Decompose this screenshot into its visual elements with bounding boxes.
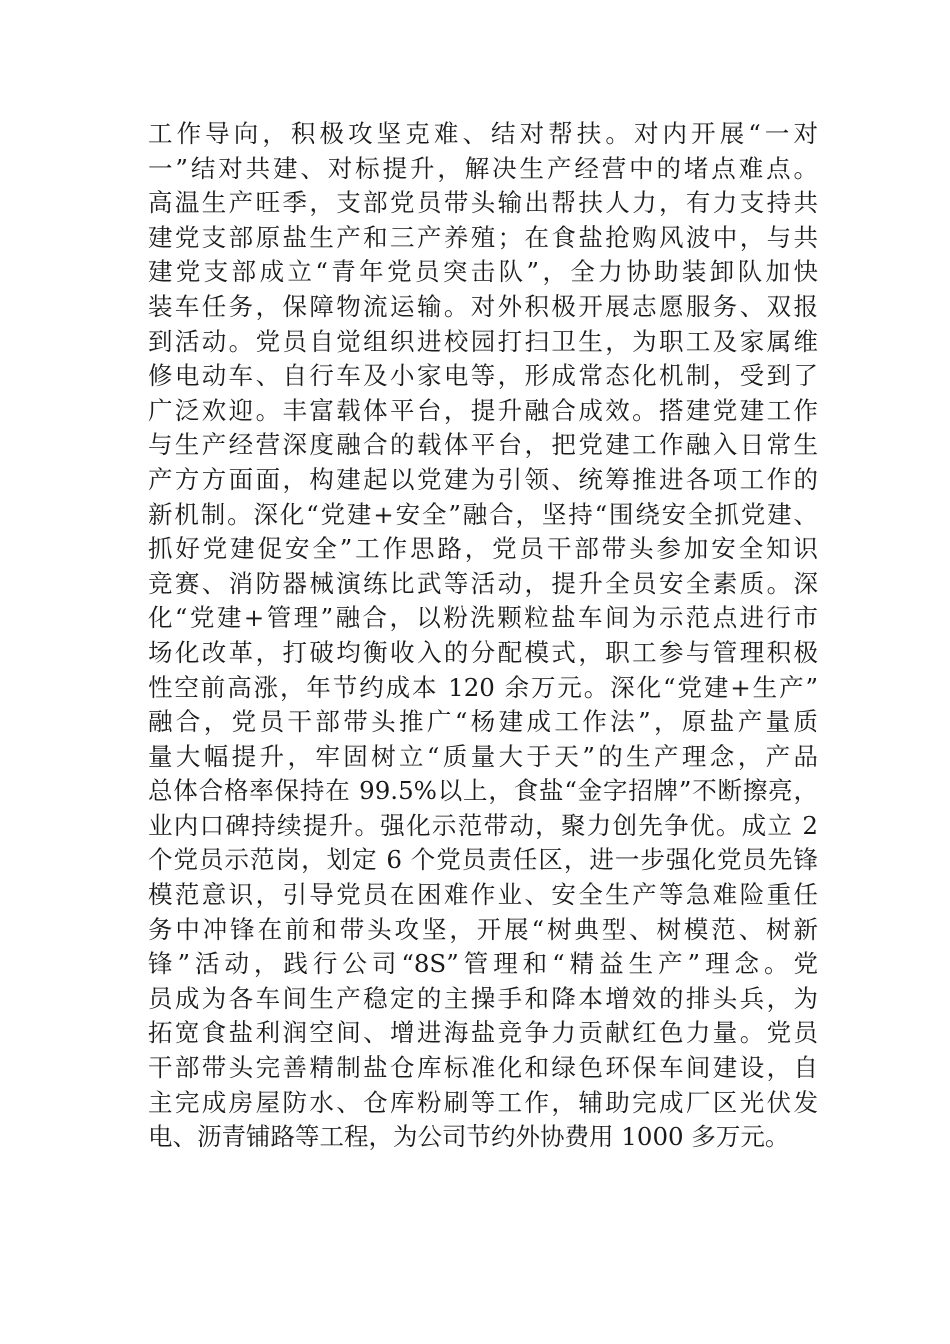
- paragraph-line: 一”结对共建、对标提升，解决生产经营中的堵点难点。: [148, 153, 818, 183]
- paragraph-line: 务中冲锋在前和带头攻坚，开展“树典型、树模范、树新: [148, 914, 818, 944]
- paragraph-line: 修电动车、自行车及小家电等，形成常态化机制，受到了: [148, 361, 818, 391]
- paragraph-line: 总体合格率保持在 99.5%以上，食盐“金字招牌”不断擦亮，: [148, 776, 818, 806]
- paragraph-line: 竞赛、消防器械演练比武等活动，提升全员安全素质。深: [148, 568, 818, 598]
- paragraph-line: 抓好党建促安全”工作思路，党员干部带头参加安全知识: [148, 534, 818, 564]
- paragraph-line: 模范意识，引导党员在困难作业、安全生产等急难险重任: [148, 880, 818, 910]
- paragraph-line: 工作导向，积极攻坚克难、结对帮扶。对内开展“一对: [148, 119, 818, 148]
- paragraph-line: 业内口碑持续提升。强化示范带动，聚力创先争优。成立 2: [148, 810, 818, 840]
- paragraph-line: 新机制。深化“党建+安全”融合，坚持“围绕安全抓党建、: [148, 499, 818, 529]
- paragraph-line: 建党支部原盐生产和三产养殖；在食盐抢购风波中，与共: [148, 222, 818, 252]
- paragraph-line: 性空前高涨，年节约成本 120 余万元。深化“党建+生产”: [148, 672, 818, 702]
- paragraph-line: 装车任务，保障物流运输。对外积极开展志愿服务、双报: [148, 291, 818, 321]
- paragraph-line: 融合，党员干部带头推广“杨建成工作法”，原盐产量质: [148, 707, 818, 737]
- paragraph-line: 场化改革，打破均衡收入的分配模式，职工参与管理积极: [148, 637, 818, 667]
- paragraph-line: 到活动。党员自觉组织进校园打扫卫生，为职工及家属维: [148, 326, 818, 356]
- paragraph-line: 拓宽食盐利润空间、增进海盐竞争力贡献红色力量。党员: [148, 1018, 818, 1048]
- paragraph-line: 量大幅提升，牢固树立“质量大于天”的生产理念，产品: [148, 741, 818, 771]
- paragraph-line: 个党员示范岗，划定 6 个党员责任区，进一步强化党员先锋: [148, 845, 818, 875]
- paragraph-line: 产方方面面，构建起以党建为引领、统筹推进各项工作的: [148, 464, 818, 494]
- paragraph-line: 广泛欢迎。丰富载体平台，提升融合成效。搭建党建工作: [148, 395, 818, 425]
- paragraph-line: 干部带头完善精制盐仓库标准化和绿色环保车间建设，自: [148, 1053, 818, 1083]
- paragraph-line: 高温生产旺季，支部党员带头输出帮扶人力，有力支持共: [148, 188, 818, 218]
- paragraph-line: 建党支部成立“青年党员突击队”，全力协助装卸队加快: [148, 257, 818, 287]
- paragraph-line: 主完成房屋防水、仓库粉刷等工作，辅助完成厂区光伏发: [148, 1087, 818, 1117]
- paragraph-line: 化“党建+管理”融合，以粉洗颗粒盐车间为示范点进行市: [148, 603, 818, 633]
- paragraph-line: 员成为各车间生产稳定的主操手和降本增效的排头兵，为: [148, 983, 818, 1013]
- body-paragraph: [148, 117, 818, 1155]
- paragraph-line: 电、沥青铺路等工程，为公司节约外协费用 1000 多万元。: [148, 1122, 790, 1152]
- paragraph-line: 锋”活动，践行公司“8S”管理和“精益生产”理念。党: [148, 949, 818, 979]
- paragraph-line: 与生产经营深度融合的载体平台，把党建工作融入日常生: [148, 430, 818, 460]
